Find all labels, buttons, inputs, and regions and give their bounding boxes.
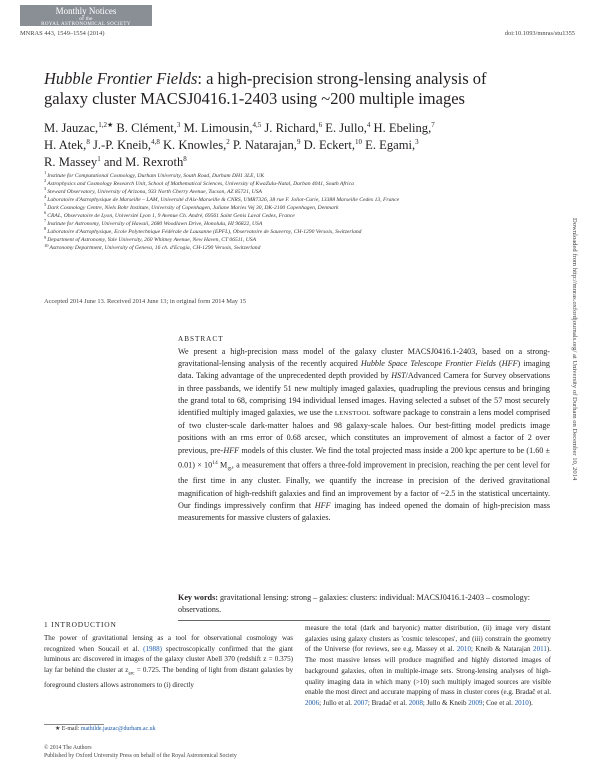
email-link[interactable]: mathilde.jauzac@durham.ac.uk xyxy=(80,726,156,732)
affiliation: $^8$Laboratoire d'Astrophysique, Ecole Polytechnique Fédérale de Lausanne (EPFL), Observatoire de Sauverny, CH-1290 Versoix, Switzerland xyxy=(44,226,362,236)
author: M. Limousin,$^{4,5}$ xyxy=(180,120,262,135)
citation-link[interactable]: (1988) xyxy=(143,644,162,653)
keywords-label: Key words: xyxy=(178,593,218,602)
citation-link[interactable]: 2006 xyxy=(305,698,320,707)
citation-link[interactable]: 2008 xyxy=(408,698,423,707)
affiliation: $^7$Institute for Astronomy, University of Hawaii, 2680 Woodlawn Drive, Honolulu, HI 96822, USA xyxy=(44,218,263,228)
abstract-text: We present a high-precision mass model of the galaxy cluster MACSJ0416.1-2403, based on a strong-gravitational-lensing analysis of the recently acquired Hubble Space Telescope Frontier Fields (HFF) imaging data. Taking advantage of the unprecedented depth provided by HST/Advanced Camera for Survey observations in three passbands, we identify 51 new multiply imaged galaxies, quadrupling the previous census and bringing the grand total to 68, comprising 194 individual lensed images. Having selected a subset of the 57 most securely identified multiply imaged galaxies, we use the LENSTOOL software package to constrain a lens model comprised of two cluster-scale dark-matter haloes and 98 galaxy-scale haloes. Our best-fitting model predicts image positions with an rms error of 0.68 arcsec, which constitutes an improvement of almost a factor of 2 over previous, pre-HFF models of this cluster. We find the total projected mass inside a 200 kpc aperture to be $(1.60 \pm 0.01) \times 10^{14}$ $M_⊙$, a measurement that offers a three-fold improvement in precision, reaching the per cent level for the first time in any cluster. Finally, we quantify the increase in precision of the derived gravitational magnification of high-redshift galaxies and find an improvement by a factor of ~2.5 in the statistical uncertainty. Our findings impressively confirm that HFF imaging has indeed opened the domain of high-precision mass measurements for massive clusters of galaxies. xyxy=(178,347,551,522)
paper-title xyxy=(44,69,524,109)
author: J. Richard,$^6$ xyxy=(261,120,323,135)
affiliation-list xyxy=(44,172,564,252)
citation-link[interactable]: 2011 xyxy=(533,645,547,654)
affiliation: $^6$CRAL, Observatoire de Lyon, Université Lyon 1, 9 Avenue Ch. André, 69561 Saint Genis Laval Cedex, France xyxy=(44,210,295,220)
citation-link[interactable]: 2010 xyxy=(514,698,529,707)
running-head-citation: MNRAS 443, 1549–1554 (2014) xyxy=(20,30,105,37)
keywords xyxy=(178,592,550,616)
citation-link[interactable]: 2010 xyxy=(456,645,471,654)
affiliation: $^3$Steward Observatory, University of Arizona, 933 North Cherry Avenue, Tucson, AZ 85721, USA xyxy=(44,186,262,196)
author: E. Egami,$^3$ xyxy=(362,137,419,152)
journal-logo xyxy=(20,5,152,26)
author: D. Eckert,$^{10}$ xyxy=(300,137,362,152)
keywords-text: gravitational lensing: strong – galaxies: clusters: individual: MACSJ0416.1-2403 – cosmology: observations. xyxy=(178,593,531,615)
author: H. Ebeling,$^7$ xyxy=(370,120,435,135)
journal-logo-title: Monthly Notices xyxy=(55,6,117,16)
affiliation: $^9$Department of Astronomy, Yale University, 260 Whitney Avenue, New Haven, CT 06511, USA xyxy=(44,234,257,244)
footnote-divider xyxy=(44,724,104,725)
author: B. Clément,$^3$ xyxy=(113,120,181,135)
affiliation: $^1$Institute for Computational Cosmology, Durham University, South Road, Durham DH1 3LE, UK xyxy=(44,170,265,179)
citation-link[interactable]: 2007 xyxy=(353,698,368,707)
accepted-dates: Accepted 2014 June 13. Received 2014 June 13; in original form 2014 May 15 xyxy=(44,298,246,305)
author-list xyxy=(44,120,534,171)
abstract-heading: ABSTRACT xyxy=(178,335,224,343)
intro-column-right: measure the total (dark and baryonic) matter distribution, (ii) image very distant galaxies using galaxy clusters as 'cosmic telescopes', and (iii) constrain the geometry of the Universe (for reviews, see e.g. Massey et al. 2010; Kneib & Natarajan 2011). The most massive lenses will produce magnified and highly distorted images of background galaxies, often in multiple-image sets. Strong-lensing analyses of high-quality imaging data in which many (>10) such multiply imaged sources are visible enable the most direct and accurate mapping of mass in cluster cores (e.g. Bradač et al. 2006; Jullo et al. 2007; Bradač et al. 2008; Jullo & Kneib 2009; Coe et al. 2010). xyxy=(305,624,551,707)
author: E. Jullo,$^4$ xyxy=(322,120,371,135)
section-heading-introduction: 1 INTRODUCTION xyxy=(44,620,117,629)
intro-column-left: The power of gravitational lensing as a tool for observational cosmology was recognized when Soucail et al. (1988) spectroscopically confirmed that the giant luminous arc discovered in images of the galaxy cluster Abell 370 (redshift z = 0.375) lay far behind the cluster at $z_{arc} = 0.725$. The bending of light from distant galaxies by foreground clusters allows astronomers to (i) directly xyxy=(44,634,293,690)
journal-logo-society: ROYAL ASTRONOMICAL SOCIETY xyxy=(41,22,131,27)
author: K. Knowles,$^2$ xyxy=(159,137,230,152)
author: M. Jauzac,$^{1,2★}$ xyxy=(44,120,114,135)
author: J.-P. Kneib,$^{4,8}$ xyxy=(89,137,160,152)
affiliation: $^{10}$Astronomy Department, University of Geneva, 16 ch. d'Ecogia, CH-1290 Versoix, Switzerland xyxy=(44,242,261,252)
author: R. Massey$^1$ xyxy=(44,154,101,169)
author: H. Atek,$^8$ xyxy=(44,137,90,152)
journal-logo-of: of the xyxy=(79,16,93,22)
title-italic-part: Hubble Frontier Fields xyxy=(44,69,198,88)
title-main-part: : a high-precision strong-lensing analysis of galaxy cluster MACSJ0416.1-2403 using ~200 multiple images xyxy=(44,69,487,108)
affiliation: $^4$Laboratoire d'Astrophysique de Marseille – LAM, Université d'Aix-Marseille & CNRS, UMR7326, 38 rue F. Joliot-Curie, 13388 Marseille Cedex 13, France xyxy=(44,194,400,204)
affiliation: $^5$Dark Cosmology Centre, Niels Bohr Institute, University of Copenhagen, Juliane Maries Vej 30, DK-2100 Copenhagen, Denmark xyxy=(44,202,339,212)
author: P. Natarajan,$^9$ xyxy=(229,137,301,152)
affiliation: $^2$Astrophysics and Cosmology Research Unit, School of Mathematical Sciences, University of KwaZulu-Natal, Durban 4041, South Africa xyxy=(44,178,354,188)
running-head-doi[interactable]: doi:10.1093/mnras/stu1355 xyxy=(504,30,575,37)
abstract-divider xyxy=(178,620,550,621)
author: and M. Rexroth$^8$ xyxy=(100,154,187,169)
copyright-notice: © 2014 The Authors Published by Oxford University Press on behalf of the Royal Astronomical Society xyxy=(44,745,237,759)
footnote-email: ★ E-mail: mathilde.jauzac@durham.ac.uk xyxy=(55,726,156,732)
citation-link[interactable]: 2009 xyxy=(468,698,483,707)
